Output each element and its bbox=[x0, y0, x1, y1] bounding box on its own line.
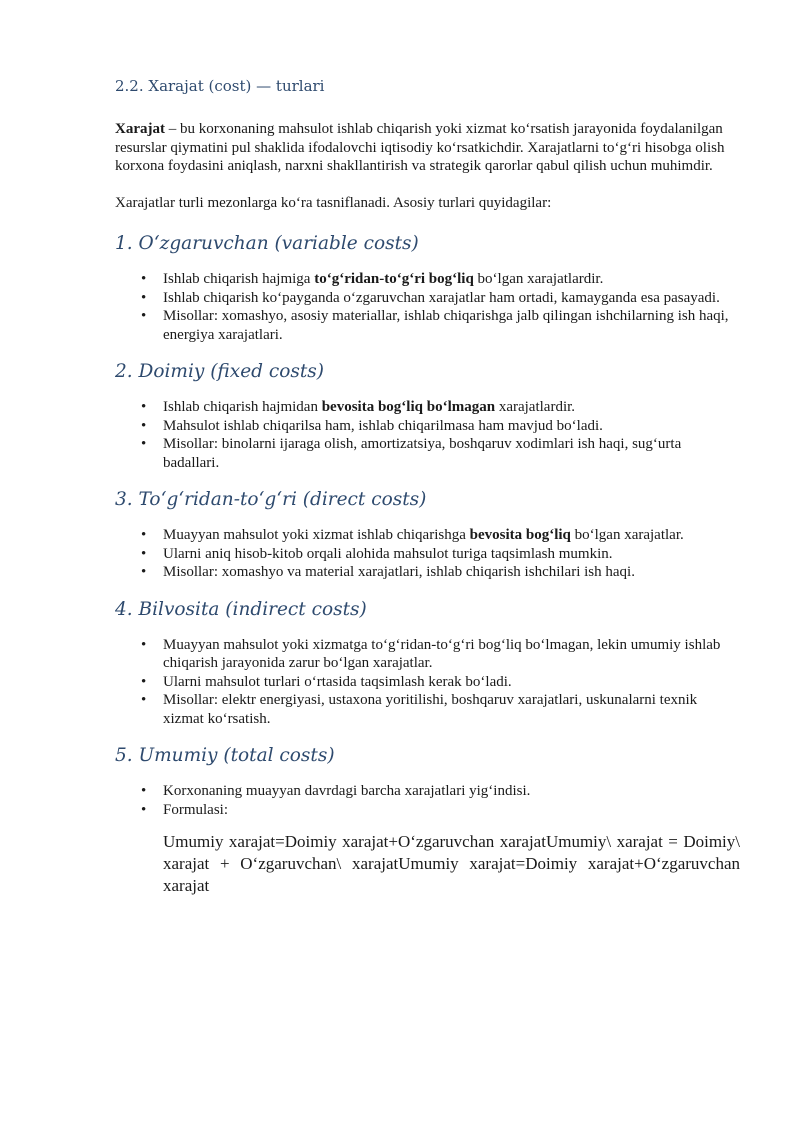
bullet-icon: • bbox=[141, 545, 147, 562]
list-item bbox=[115, 417, 740, 436]
list-item bbox=[115, 691, 740, 728]
list-item bbox=[115, 398, 740, 417]
item-bold-text: bevosita bog‘liq bbox=[469, 527, 571, 543]
item-text: Misollar: elektr energiyasi, ustaxona yoritilishi, boshqaruv xarajatlari, uskunalarni texnik xizmat ko‘rsatish. bbox=[163, 692, 698, 727]
list-item bbox=[115, 270, 740, 289]
section-heading: 2.2. Xarajat (cost) — turlari bbox=[115, 77, 325, 95]
bullet-icon: • bbox=[141, 673, 147, 690]
item-text: Formulasi: bbox=[163, 801, 229, 818]
list-item bbox=[115, 563, 740, 582]
bullet-icon: • bbox=[141, 636, 147, 653]
item-text: Muayyan mahsulot yoki xizmat ishlab chiqarishga bbox=[163, 527, 470, 543]
intro-text: – bu korxonaning mahsulot ishlab chiqarish yoki xizmat ko‘rsatish jarayonida foydalanilgan resurslar qiymatini pul shaklida ifodalovchi iqtisodiy ko‘rsatkichdir. Xarajatlarni to‘g‘ri hisobga olish korxona foydasini aniqlash, narxni shakllantirish va strategik qarorlar qabul qilish uchun muhimdir. bbox=[115, 121, 725, 174]
item-text: Mahsulot ishlab chiqarilsa ham, ishlab chiqarilmasa ham mavjud bo‘ladi. bbox=[163, 417, 603, 434]
list-item bbox=[115, 289, 740, 308]
intro-term: Xarajat bbox=[115, 121, 165, 137]
list-total-costs bbox=[115, 782, 740, 819]
list-item bbox=[115, 782, 740, 801]
bullet-icon: • bbox=[141, 783, 147, 799]
item-text: Ishlab chiqarish ko‘payganda o‘zgaruvchan xarajatlar ham ortadi, kamayganda esa pasayadi. bbox=[163, 289, 720, 306]
item-text: Ularni mahsulot turlari o‘rtasida taqsimlash kerak bo‘ladi. bbox=[163, 673, 512, 690]
list-item bbox=[115, 636, 740, 673]
bullet-icon: • bbox=[141, 436, 147, 452]
list-indirect-costs bbox=[115, 636, 740, 729]
list-item bbox=[115, 435, 740, 472]
item-text: bo‘lgan xarajatlar. bbox=[570, 527, 684, 543]
item-text: Misollar: binolarni ijaraga olish, amortizatsiya, boshqaruv xodimlari ish haqi, sug‘urta badallari. bbox=[163, 436, 682, 471]
item-text: Muayyan mahsulot yoki xizmatga to‘g‘ridan-to‘g‘ri bog‘liq bo‘lmagan, lekin umumiy ishlab chiqarish jarayonida zarur bo‘lgan xarajatlar. bbox=[163, 636, 721, 671]
bullet-icon: • bbox=[141, 692, 147, 708]
bullet-icon: • bbox=[141, 527, 147, 543]
bullet-icon: • bbox=[141, 289, 147, 306]
list-item bbox=[115, 673, 740, 692]
heading-direct-costs: 3. To‘g‘ridan-to‘g‘ri (direct costs) bbox=[115, 489, 427, 510]
bullet-icon: • bbox=[141, 564, 147, 580]
item-text: Ularni aniq hisob-kitob orqali alohida mahsulot turiga taqsimlash mumkin. bbox=[163, 545, 613, 562]
item-text: xarajatlardir. bbox=[495, 399, 576, 415]
list-item bbox=[115, 545, 740, 564]
list-variable-costs bbox=[115, 270, 740, 344]
heading-fixed-costs: 2. Doimiy (fixed costs) bbox=[115, 361, 325, 382]
bullet-icon: • bbox=[141, 271, 147, 287]
document-page bbox=[115, 76, 740, 897]
item-text: Ishlab chiqarish hajmiga bbox=[163, 271, 315, 287]
item-text: Ishlab chiqarish hajmidan bbox=[163, 399, 322, 415]
item-bold-text: to‘g‘ridan-to‘g‘ri bog‘liq bbox=[314, 271, 474, 287]
classification-paragraph: Xarajatlar turli mezonlarga ko‘ra tasniflanadi. Asosiy turlari quyidagilar: bbox=[115, 194, 552, 211]
heading-indirect-costs: 4. Bilvosita (indirect costs) bbox=[115, 598, 367, 620]
list-item bbox=[115, 526, 740, 545]
bullet-icon: • bbox=[141, 417, 147, 434]
bullet-icon: • bbox=[141, 801, 147, 818]
list-fixed-costs bbox=[115, 398, 740, 472]
item-bold-text: bevosita bog‘liq bo‘lmagan bbox=[321, 399, 496, 415]
intro-paragraph bbox=[115, 120, 740, 176]
list-direct-costs bbox=[115, 526, 740, 582]
heading-total-costs: 5. Umumiy (total costs) bbox=[115, 745, 335, 766]
item-text: Misollar: xomashyo va material xarajatlari, ishlab chiqarish ishchilari ish haqi. bbox=[163, 564, 635, 580]
bullet-icon: • bbox=[141, 399, 147, 415]
bullet-icon: • bbox=[141, 308, 147, 324]
item-text: Korxonaning muayyan davrdagi barcha xarajatlari yig‘indisi. bbox=[163, 783, 531, 799]
list-item bbox=[115, 801, 740, 820]
item-text: Misollar: xomashyo, asosiy materiallar, ishlab chiqarishga jalb qilingan ishchilarning ish haqi, energiya xarajatlari. bbox=[163, 308, 729, 343]
list-item bbox=[115, 307, 740, 344]
heading-variable-costs: 1. O‘zgaruvchan (variable costs) bbox=[115, 233, 419, 254]
total-cost-formula: Umumiy xarajat=Doimiy xarajat+O‘zgaruvchan xarajatUmumiy\ xarajat = Doimiy\ xarajat + O‘zgaruvchan\ xarajatUmumiy xarajat=Doimiy xarajat+O‘zgaruvchan xarajat bbox=[163, 832, 740, 895]
item-text: bo‘lgan xarajatlardir. bbox=[473, 271, 604, 287]
